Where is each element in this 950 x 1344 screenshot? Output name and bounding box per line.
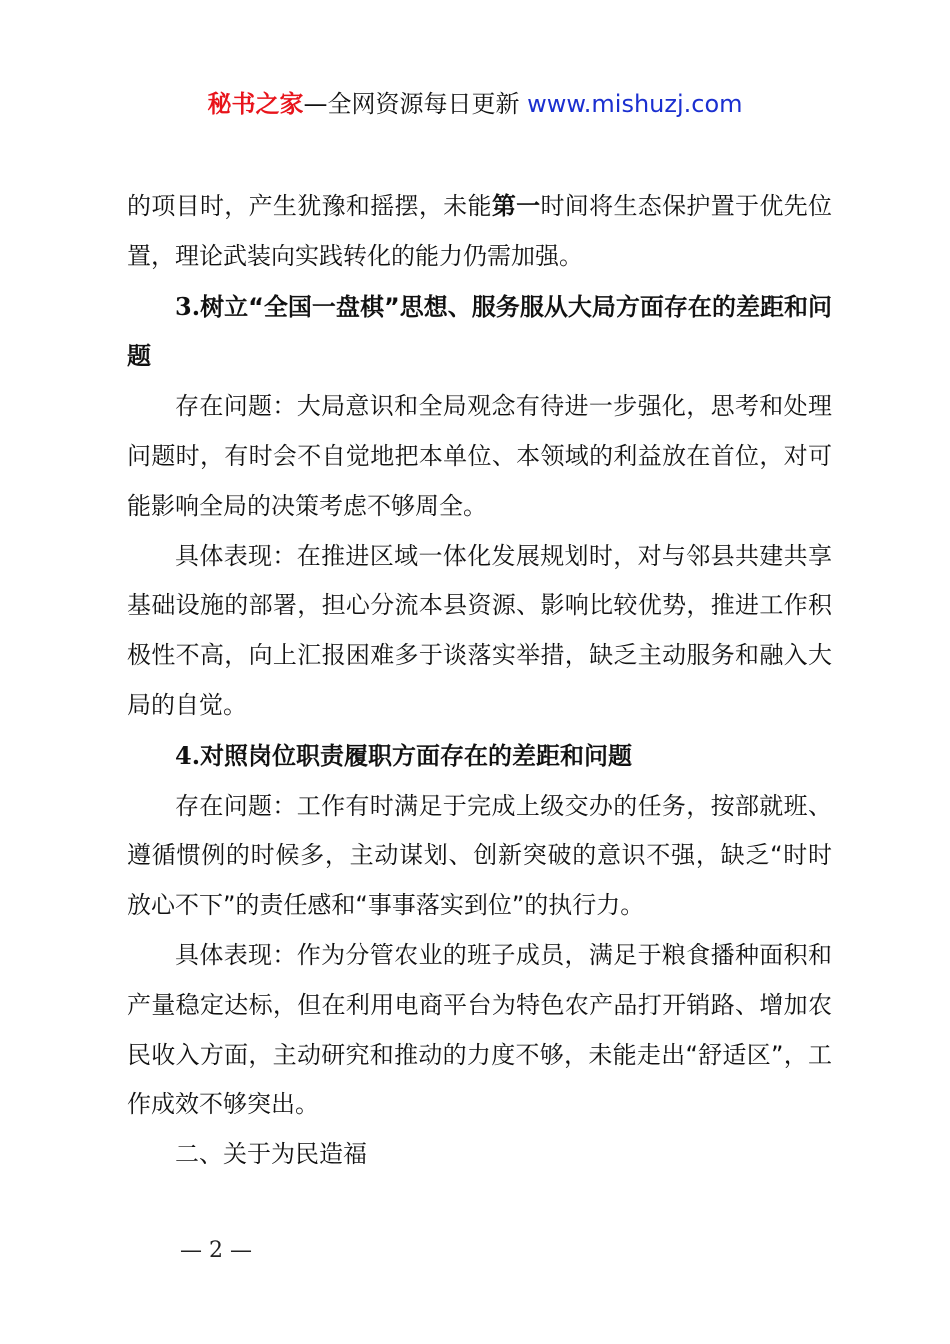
paragraph-bold-text: 第一 <box>491 192 541 220</box>
paragraph-continuation <box>127 182 832 282</box>
header-tagline: —全网资源每日更新 <box>303 90 528 118</box>
heading-text: 树立“全国一盘棋”思想、服务服从大局方面存在的差距和问题 <box>127 292 832 371</box>
paragraph-specific-performance: 具体表现：作为分管农业的班子成员，满足于粮食播种面积和产量稳定达标，但在利用电商平台为特色农产品打开销路、增加农民收入方面，主动研究和推动的力度不够，未能走出“舒适区”，工作成效不够突出。 <box>127 940 832 1119</box>
document-body <box>127 182 832 1180</box>
paragraph-specific-performance: 具体表现：在推进区域一体化发展规划时，对与邻县共建共享基础设施的部署，担心分流本县资源、影响比较优势，推进工作积极性不高，向上汇报困难多于谈落实举措，缺乏主动服务和融入大局的自觉。 <box>127 541 832 719</box>
section-heading-3 <box>127 282 832 383</box>
heading-number: 4. <box>175 740 201 770</box>
section-heading-4 <box>127 731 832 782</box>
paragraph-text: 时间将生态保护置于优先位置，理论武装向实践转化的能力仍需加强。 <box>127 192 833 270</box>
brand-name: 秘书之家 <box>207 90 304 118</box>
site-header <box>0 86 950 122</box>
paragraph-existing-problem: 存在问题：大局意识和全局观念有待进一步强化，思考和处理问题时，有时会不自觉地把本单位、本领域的利益放在首位，对可能影响全局的决策考虑不够周全。 <box>127 392 832 520</box>
heading-text: 对照岗位职责履职方面存在的差距和问题 <box>200 741 633 770</box>
section-title-2: 二、关于为民造福 <box>175 1140 367 1169</box>
paragraph-existing-problem: 存在问题：工作有时满足于完成上级交办的任务，按部就班、遵循惯例的时候多，主动谋划、创新突破的意识不强，缺乏“时时放心不下”的责任感和“事事落实到位”的执行力。 <box>127 791 832 920</box>
page-number: — 2 — <box>180 1238 252 1263</box>
site-url-link[interactable]: www.mishuzj.com <box>527 90 743 118</box>
paragraph-text: 的项目时，产生犹豫和摇摆，未能 <box>127 192 492 220</box>
heading-number: 3. <box>175 291 201 321</box>
